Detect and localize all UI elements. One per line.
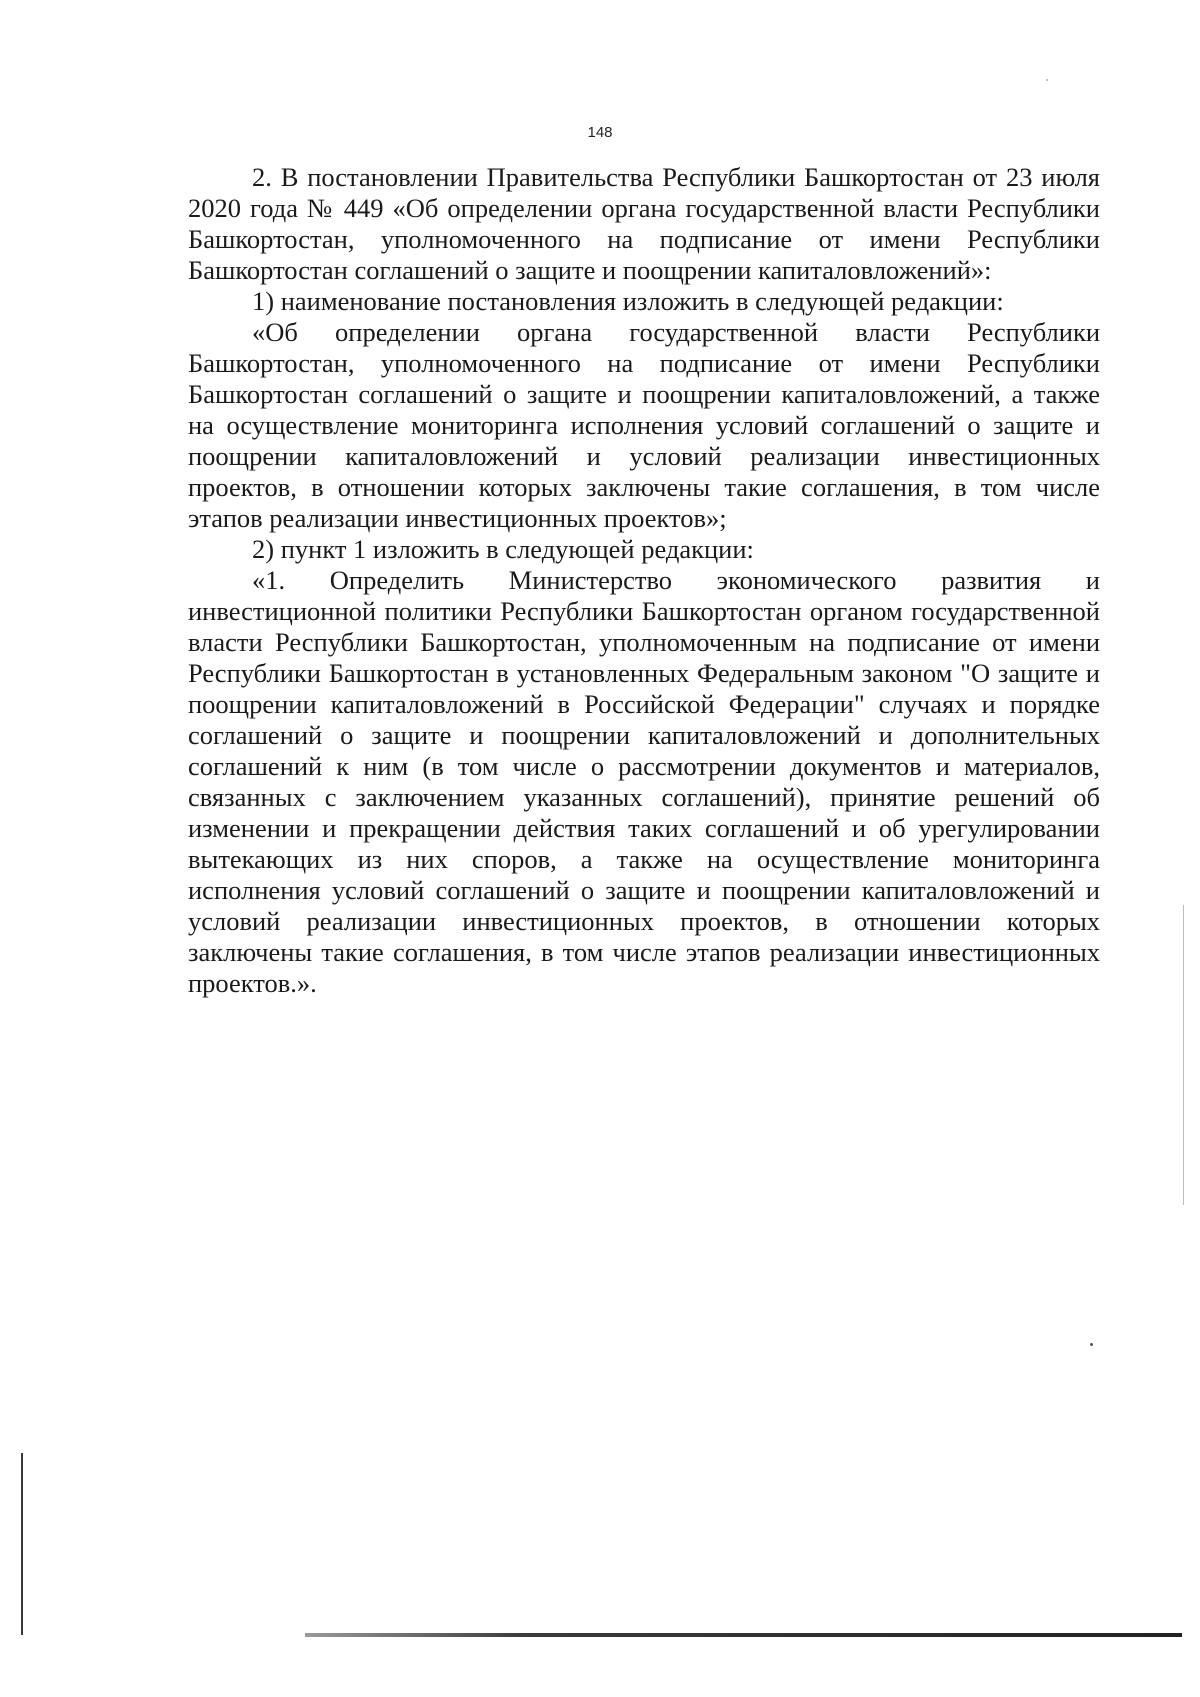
page-number: 148 — [587, 124, 613, 141]
paragraph-amendment-intro: 2. В постановлении Правительства Республики Башкортостан от 23 июля 2020 года № 449 «Об определении органа государственной власти Республики Башкортостан, уполномоченного на подписание от имени Республики Башкортостан соглашений о защите и поощрении капиталовложений»: — [188, 162, 1100, 285]
scan-edge-line-bottom — [305, 1633, 1182, 1637]
scan-speck — [1090, 1343, 1093, 1346]
scan-edge-line-left — [21, 1453, 23, 1635]
document-body — [188, 162, 1100, 999]
scan-edge-line-right — [1183, 905, 1184, 1205]
paragraph-item-1: 1) наименование постановления изложить в следующей редакции: — [252, 286, 1004, 316]
paragraph-item-2: 2) пункт 1 изложить в следующей редакции: — [252, 534, 754, 564]
paragraph-new-clause-1: «1. Определить Министерство экономического развития и инвестиционной политики Республики Башкортостан органом государственной власти Республики Башкортостан, уполномоченным на подписание от имени Республики Башкортостан в установленных Федеральным законом "О защите и поощрении капиталовложений в Российской Федерации" случаях и порядке соглашений о защите и поощрении капиталовложений и дополнительных соглашений к ним (в том числе о рассмотрении документов и материалов, связанных с заключением указанных соглашений), принятие решений об изменении и прекращении действия таких соглашений и об урегулировании вытекающих из них споров, а также на осуществление мониторинга исполнения условий соглашений о защите и поощрении капиталовложений и условий реализации инвестиционных проектов, в отношении которых заключены такие соглашения, в том числе этапов реализации инвестиционных проектов.». — [188, 565, 1100, 998]
scan-speck — [1046, 79, 1048, 81]
paragraph-new-title: «Об определении органа государственной власти Республики Башкортостан, уполномоченного на подписание от имени Республики Башкортостан соглашений о защите и поощрении капиталовложений, а также на осуществление мониторинга исполнения условий соглашений о защите и поощрении капиталовложений и условий реализации инвестиционных проектов, в отношении которых заключены такие соглашения, в том числе этапов реализации инвестиционных проектов»; — [188, 317, 1100, 533]
